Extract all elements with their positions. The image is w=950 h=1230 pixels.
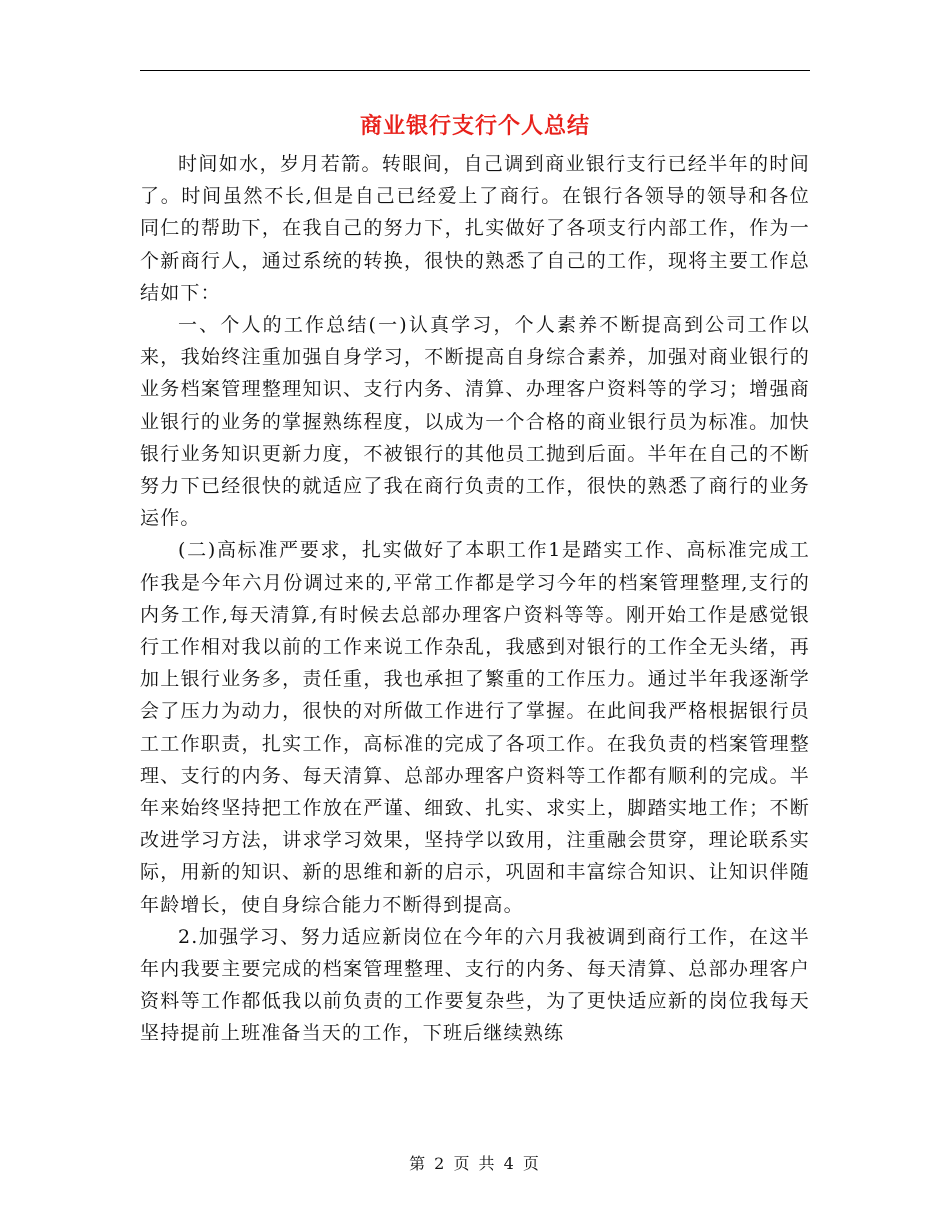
paragraph-point-two: 2.加强学习、努力适应新岗位在今年的六月我被调到商行工作，在这半年内我要主要完成的档案管理整理、支行的内务、每天清算、总部办理客户资料等工作都低我以前负责的工作要复杂些，为了更快适应新的岗位我每天坚持提前上班准备当天的工作，下班后继续熟练 <box>140 925 810 1045</box>
document-body <box>140 148 810 1050</box>
document-title: 商业银行支行个人总结 <box>359 113 590 139</box>
paragraph-section-two: (二)高标准严要求，扎实做好了本职工作1是踏实工作、高标准完成工作我是今年六月份调过来的,平常工作都是学习今年的档案管理整理,支行的内务工作,每天清算,有时候去总部办理客户资料等等。刚开始工作是感觉银行工作相对我以前的工作来说工作杂乱，我感到对银行的工作全无头绪，再加上银行业务多，责任重，我也承担了繁重的工作压力。通过半年我逐渐学会了压力为动力，很快的对所做工作进行了掌握。在此间我严格根据银行员工工作职责，扎实工作，高标准的完成了各项工作。在我负责的档案管理整理、支行的内务、每天清算、总部办理客户资料等工作都有顺利的完成。半年来始终坚持把工作放在严谨、细致、扎实、求实上，脚踏实地工作；不断改进学习方法，讲求学习效果，坚持学以致用，注重融会贯穿，理论联系实际，用新的知识、新的思维和新的启示，巩固和丰富综合知识、让知识伴随年龄增长，使自身综合能力不断得到提高。 <box>140 539 810 916</box>
paragraph-intro: 时间如水，岁月若箭。转眼间，自己调到商业银行支行已经半年的时间了。时间虽然不长,但是自己已经爱上了商行。在银行各领导的领导和各位同仁的帮助下，在我自己的努力下，扎实做好了各项支行内部工作，作为一个新商行人，通过系统的转换，很快的熟悉了自己的工作，现将主要工作总结如下： <box>140 153 810 304</box>
page-footer: 第 2 页 共 4 页 <box>409 1154 541 1173</box>
paragraph-section-one: 一、个人的工作总结(一)认真学习，个人素养不断提高到公司工作以来，我始终注重加强自身学习，不断提高自身综合素养，加强对商业银行的业务档案管理整理知识、支行内务、清算、办理客户资料等的学习；增强商业银行的业务的掌握熟练程度，以成为一个合格的商业银行员为标准。加快银行业务知识更新力度，不被银行的其他员工抛到后面。半年在自己的不断努力下已经很快的就适应了我在商行负责的工作，很快的熟悉了商行的业务运作。 <box>140 314 810 530</box>
header-rule <box>140 70 810 71</box>
